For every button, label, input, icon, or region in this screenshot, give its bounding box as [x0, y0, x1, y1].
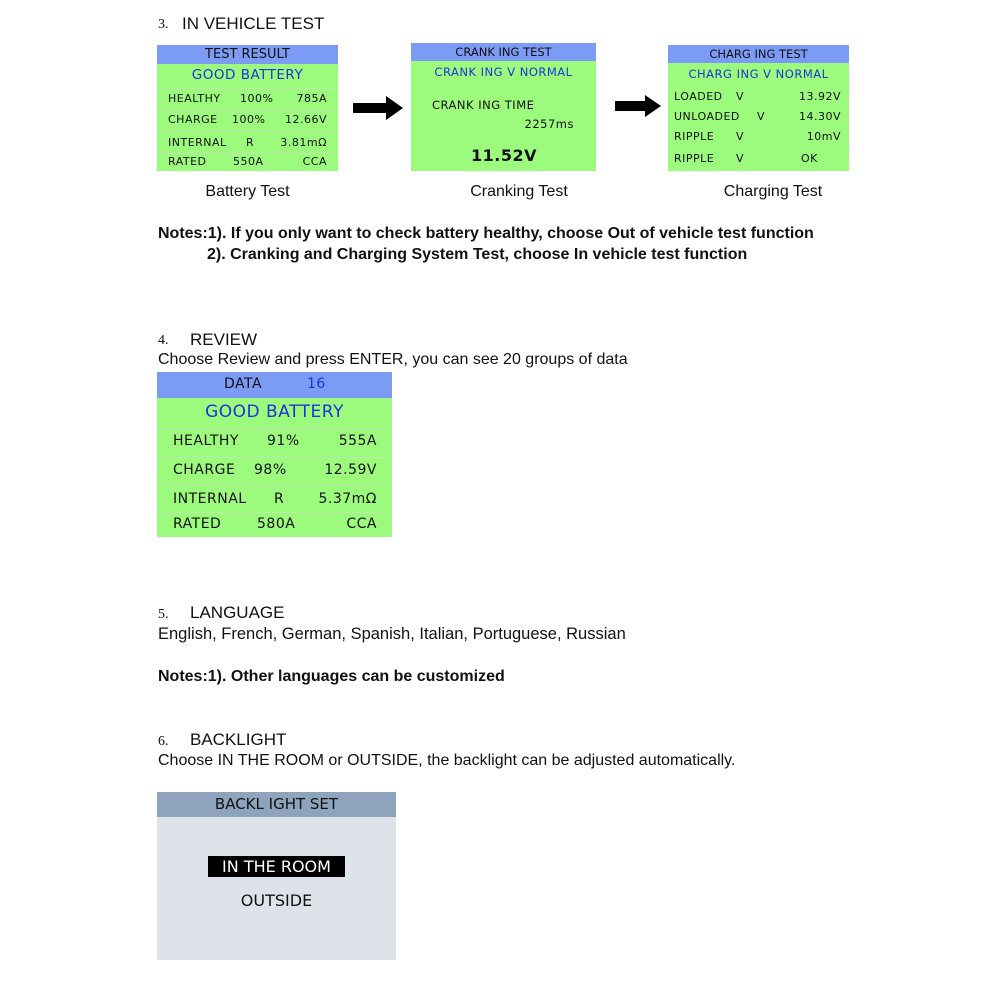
battery-row-value: CCA [302, 155, 327, 168]
cranking-screen-header: CRANK ING TEST [411, 43, 596, 61]
charging-row-label: RIPPLE [674, 130, 715, 143]
review-data-label: DATA [224, 376, 263, 392]
section-3-number: 3. [158, 17, 169, 32]
battery-row-label: RATED [168, 155, 207, 168]
battery-row-value: 100% [240, 92, 274, 105]
charging-row-value: OK [801, 152, 818, 165]
review-row-label: CHARGE [173, 462, 236, 478]
section-5-note: Notes:1). Other languages can be customized [158, 668, 505, 685]
charging-row-unit: V [736, 130, 745, 143]
review-row-label: INTERNAL [173, 491, 247, 507]
battery-row-label: CHARGE [168, 113, 218, 126]
charging-row-label: UNLOADED [674, 110, 740, 123]
section-6-number: 6. [158, 734, 169, 749]
battery-row-label: INTERNAL [168, 136, 227, 149]
charging-screen-header: CHARG ING TEST [668, 45, 849, 63]
review-row-value: 580A [257, 516, 296, 532]
section-6-title: BACKLIGHT [190, 730, 287, 749]
section-4-description: Choose Review and press ENTER, you can see 20 groups of data [158, 351, 628, 368]
section-3-note-1: Notes:1). If you only want to check battery healthy, choose Out of vehicle test function [158, 225, 814, 242]
battery-row-value: 100% [232, 113, 266, 126]
cranking-screen-status: CRANK ING V NORMAL [434, 65, 573, 79]
section-5-number: 5. [158, 607, 169, 622]
arrow-right-icon [353, 96, 403, 120]
charging-row-value: 14.30V [798, 110, 841, 123]
charging-row-unit: V [757, 110, 766, 123]
cranking-test-caption: Cranking Test [470, 183, 568, 200]
review-row-label: HEALTHY [173, 433, 239, 449]
charging-row-unit: V [736, 152, 745, 165]
review-screen-status: GOOD BATTERY [205, 402, 344, 422]
charging-row-value: 10mV [806, 130, 841, 143]
battery-row-value: 3.81mΩ [280, 136, 327, 149]
charging-screen-status: CHARG ING V NORMAL [688, 67, 829, 81]
section-5-title: LANGUAGE [190, 603, 285, 622]
charging-row-unit: V [736, 90, 745, 103]
backlight-screen [157, 792, 396, 960]
battery-test-screen [157, 45, 338, 171]
section-3-title: IN VEHICLE TEST [182, 14, 325, 33]
charging-row-label: RIPPLE [674, 152, 715, 165]
section-3-note-2: 2). Cranking and Charging System Test, choose In vehicle test function [207, 246, 748, 263]
charging-test-screen [668, 45, 849, 171]
review-data-index: 16 [307, 376, 326, 392]
review-row-value: CCA [346, 516, 377, 532]
section-4-number: 4. [158, 333, 169, 348]
section-6-description: Choose IN THE ROOM or OUTSIDE, the backlight can be adjusted automatically. [158, 752, 736, 769]
battery-row-value: R [246, 136, 255, 149]
charging-row-value: 13.92V [798, 90, 841, 103]
review-screen [157, 372, 392, 537]
charging-test-caption: Charging Test [723, 183, 823, 200]
review-row-value: 91% [267, 433, 300, 449]
battery-row-value: 785A [296, 92, 327, 105]
review-row-value: 98% [254, 462, 287, 478]
review-row-label: RATED [173, 516, 222, 532]
backlight-option-outside[interactable]: OUTSIDE [240, 891, 313, 910]
review-row-value: 5.37mΩ [318, 491, 377, 507]
section-5-languages: English, French, German, Spanish, Italian, Portuguese, Russian [158, 625, 626, 643]
review-screen-header [157, 372, 392, 398]
cranking-test-screen [411, 43, 596, 171]
battery-row-value: 550A [233, 155, 264, 168]
battery-row-label: HEALTHY [168, 92, 221, 105]
charging-row-label: LOADED [674, 90, 723, 103]
battery-test-caption: Battery Test [205, 183, 290, 200]
review-row-value: R [274, 491, 285, 507]
cranking-voltage: 11.52V [471, 146, 537, 165]
review-row-value: 12.59V [324, 462, 377, 478]
backlight-screen-header: BACKL IGHT SET [157, 792, 396, 817]
battery-row-value: 12.66V [284, 113, 327, 126]
backlight-option-in-the-room[interactable]: IN THE ROOM [208, 856, 345, 877]
review-row-value: 555A [338, 433, 377, 449]
arrow-right-icon [615, 95, 661, 117]
battery-screen-header: TEST RESULT [157, 45, 338, 64]
cranking-time-label: CRANK ING TIME [432, 98, 535, 112]
section-4-title: REVIEW [190, 330, 258, 349]
cranking-time-value: 2257ms [524, 117, 574, 131]
battery-screen-status: GOOD BATTERY [191, 67, 304, 83]
